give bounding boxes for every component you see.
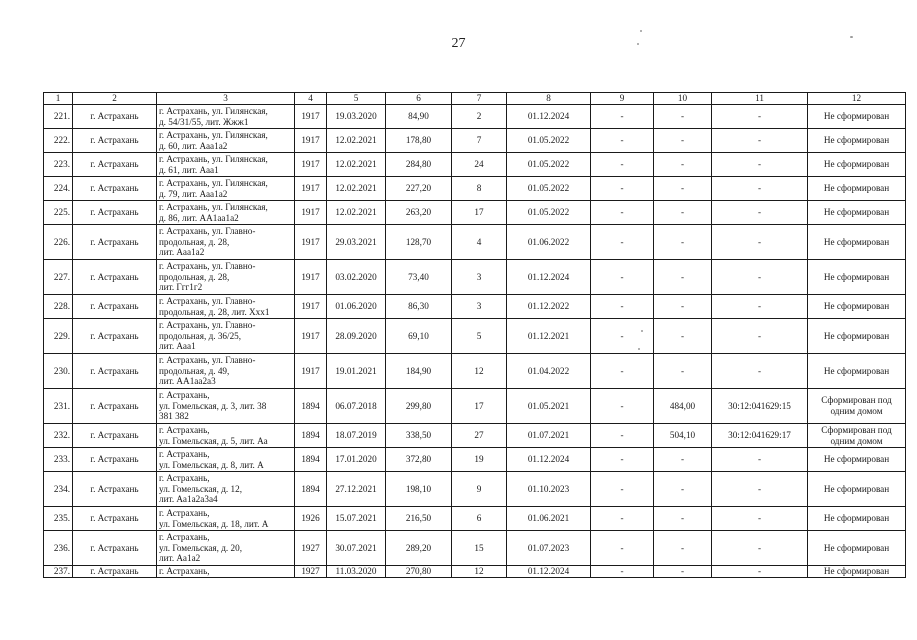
cadastral-number-cell: - (712, 153, 808, 177)
city-cell: г. Астрахань (73, 354, 157, 389)
status-cell-line: Не сформирован (823, 111, 890, 122)
cadastral-number-cell: - (712, 448, 808, 472)
count-cell: 7 (452, 129, 507, 153)
planned-date-cell: 01.12.2024 (507, 260, 591, 295)
year-cell: 1917 (295, 153, 327, 177)
year-cell: 1894 (295, 424, 327, 448)
land-area-cell: - (654, 105, 712, 129)
city-cell: г. Астрахань (73, 177, 157, 201)
land-area-cell: - (654, 472, 712, 507)
address-cell-line: лит. Аа1а2 (159, 553, 201, 564)
address-cell-line: г. Астрахань, (159, 389, 210, 400)
area-cell: 178,80 (386, 129, 452, 153)
address-cell-line: лит. Аа1а2а3а4 (159, 494, 218, 505)
table-row (44, 472, 906, 507)
register-table (43, 92, 906, 578)
land-area-cell: - (654, 295, 712, 319)
date-cell: 12.02.2021 (327, 201, 386, 225)
address-cell (157, 448, 295, 472)
year-cell: 1926 (295, 507, 327, 531)
count-cell: 12 (452, 354, 507, 389)
area-cell: 289,20 (386, 531, 452, 566)
land-area-cell: - (654, 319, 712, 354)
city-cell: г. Астрахань (73, 472, 157, 507)
area-cell: 227,20 (386, 177, 452, 201)
planned-date-cell: 01.06.2021 (507, 507, 591, 531)
status-cell-line: Не сформирован (823, 513, 890, 524)
year-cell: 1917 (295, 129, 327, 153)
address-cell-line: д. 86, лит. АА1аа1а2 (159, 212, 239, 223)
planned-date-cell: 01.12.2024 (507, 105, 591, 129)
date-cell: 01.06.2020 (327, 295, 386, 319)
status-cell-line: Не сформирован (823, 483, 890, 494)
col9-cell: - (591, 153, 654, 177)
address-cell-line: г. Астрахань, ул. Главно- (159, 260, 256, 271)
cadastral-number-cell: - (712, 566, 808, 578)
land-area-cell: 484,00 (654, 389, 712, 424)
area-cell: 184,90 (386, 354, 452, 389)
address-cell (157, 295, 295, 319)
cadastral-number-cell: 30:12:041629:17 (712, 424, 808, 448)
status-cell (808, 319, 906, 354)
row-number: 224. (44, 177, 73, 201)
year-cell: 1917 (295, 260, 327, 295)
address-cell-line: г. Астрахань, ул. Главно- (159, 225, 256, 236)
col9-cell: - (591, 566, 654, 578)
address-cell-line: г. Астрахань, ул. Гилянская, (159, 201, 268, 212)
address-cell (157, 201, 295, 225)
count-cell: 17 (452, 201, 507, 225)
address-cell-line: г. Астрахань, ул. Гилянская, (159, 177, 268, 188)
planned-date-cell: 01.07.2023 (507, 531, 591, 566)
count-cell: 2 (452, 105, 507, 129)
row-number: 235. (44, 507, 73, 531)
status-cell (808, 566, 906, 578)
column-number-12: 12 (808, 93, 906, 105)
city-cell: г. Астрахань (73, 566, 157, 578)
status-cell-line: Не сформирован (823, 301, 890, 312)
land-area-cell: - (654, 448, 712, 472)
address-cell-line: лит. АА1аа2а3 (159, 376, 216, 387)
table-row (44, 319, 906, 354)
page-number: 27 (451, 36, 466, 51)
count-cell: 19 (452, 448, 507, 472)
table-row (44, 129, 906, 153)
address-cell-line: д. 79, лит. Ааа1а2 (159, 188, 228, 199)
row-number: 231. (44, 389, 73, 424)
year-cell: 1917 (295, 177, 327, 201)
address-cell-line: лит. Ааа1 (159, 341, 196, 352)
count-cell: 6 (452, 507, 507, 531)
date-cell: 15.07.2021 (327, 507, 386, 531)
status-cell-line: одним домом (830, 435, 883, 446)
planned-date-cell: 01.05.2022 (507, 153, 591, 177)
col9-cell: - (591, 354, 654, 389)
land-area-cell: - (654, 201, 712, 225)
year-cell: 1917 (295, 319, 327, 354)
address-cell-line: ул. Гомельская, д. 8, лит. А (159, 459, 264, 470)
address-cell-line: г. Астрахань, (159, 566, 210, 577)
register-body (44, 105, 906, 578)
column-number-10: 10 (654, 93, 712, 105)
table-row (44, 153, 906, 177)
area-cell: 270,80 (386, 566, 452, 578)
area-cell: 216,50 (386, 507, 452, 531)
status-cell-line: Не сформирован (823, 159, 890, 170)
cadastral-number-cell: - (712, 177, 808, 201)
address-cell-line: 381 382 (159, 411, 189, 422)
row-number: 228. (44, 295, 73, 319)
address-cell (157, 566, 295, 578)
planned-date-cell: 01.12.2022 (507, 295, 591, 319)
col9-cell: - (591, 129, 654, 153)
year-cell: 1927 (295, 531, 327, 566)
address-cell-line: г. Астрахань, (159, 424, 210, 435)
planned-date-cell: 01.12.2021 (507, 319, 591, 354)
count-cell: 15 (452, 531, 507, 566)
column-number-9: 9 (591, 93, 654, 105)
address-cell-line: ул. Гомельская, д. 20, (159, 542, 243, 553)
planned-date-cell: 01.05.2022 (507, 129, 591, 153)
address-cell-line: лит. Ааа1а2 (159, 247, 205, 258)
row-number: 222. (44, 129, 73, 153)
address-cell (157, 354, 295, 389)
address-cell-line: г. Астрахань, (159, 507, 210, 518)
land-area-cell: - (654, 507, 712, 531)
cadastral-number-cell: - (712, 472, 808, 507)
status-cell (808, 177, 906, 201)
row-number: 223. (44, 153, 73, 177)
status-cell-line: Не сформирован (823, 271, 890, 282)
table-row (44, 225, 906, 260)
table-row (44, 201, 906, 225)
column-number-4: 4 (295, 93, 327, 105)
count-cell: 12 (452, 566, 507, 578)
scan-speck (637, 43, 639, 45)
status-cell (808, 225, 906, 260)
address-cell-line: продольная, д. 28, лит. Xxx1 (159, 306, 270, 317)
year-cell: 1917 (295, 354, 327, 389)
city-cell: г. Астрахань (73, 448, 157, 472)
address-cell (157, 105, 295, 129)
status-cell (808, 448, 906, 472)
area-cell: 128,70 (386, 225, 452, 260)
planned-date-cell: 01.05.2021 (507, 389, 591, 424)
address-cell-line: ул. Гомельская, д. 3, лит. 38 (159, 400, 267, 411)
year-cell: 1927 (295, 566, 327, 578)
land-area-cell: - (654, 531, 712, 566)
col9-cell: - (591, 424, 654, 448)
area-cell: 73,40 (386, 260, 452, 295)
count-cell: 3 (452, 295, 507, 319)
col9-cell: - (591, 177, 654, 201)
city-cell: г. Астрахань (73, 424, 157, 448)
count-cell: 27 (452, 424, 507, 448)
planned-date-cell: 01.12.2024 (507, 448, 591, 472)
status-cell (808, 260, 906, 295)
address-cell-line: продольная, д. 28, (159, 271, 230, 282)
land-area-cell: - (654, 153, 712, 177)
date-cell: 12.02.2021 (327, 177, 386, 201)
area-cell: 198,10 (386, 472, 452, 507)
address-cell (157, 129, 295, 153)
col9-cell: - (591, 105, 654, 129)
address-cell-line: продольная, д. 36/25, (159, 330, 242, 341)
address-cell-line: д. 61, лит. Ааа1 (159, 164, 219, 175)
area-cell: 338,50 (386, 424, 452, 448)
row-number: 221. (44, 105, 73, 129)
land-area-cell: - (654, 225, 712, 260)
status-cell (808, 531, 906, 566)
cadastral-number-cell: - (712, 225, 808, 260)
date-cell: 18.07.2019 (327, 424, 386, 448)
row-number: 236. (44, 531, 73, 566)
date-cell: 11.03.2020 (327, 566, 386, 578)
table-row (44, 566, 906, 578)
cadastral-number-cell: - (712, 105, 808, 129)
cadastral-number-cell: - (712, 295, 808, 319)
land-area-cell: - (654, 260, 712, 295)
address-cell-line: продольная, д. 28, (159, 236, 230, 247)
city-cell: г. Астрахань (73, 129, 157, 153)
column-number-7: 7 (452, 93, 507, 105)
row-number: 225. (44, 201, 73, 225)
date-cell: 27.12.2021 (327, 472, 386, 507)
status-cell (808, 507, 906, 531)
date-cell: 19.01.2021 (327, 354, 386, 389)
count-cell: 4 (452, 225, 507, 260)
address-cell-line: продольная, д. 49, (159, 365, 230, 376)
status-cell (808, 389, 906, 424)
col9-cell: - (591, 201, 654, 225)
col9-cell: - (591, 507, 654, 531)
city-cell: г. Астрахань (73, 105, 157, 129)
city-cell: г. Астрахань (73, 531, 157, 566)
status-cell-line: Не сформирован (823, 183, 890, 194)
table-row (44, 260, 906, 295)
address-cell-line: г. Астрахань, ул. Главно- (159, 295, 256, 306)
status-cell-line: Не сформирован (823, 330, 890, 341)
row-number: 234. (44, 472, 73, 507)
scan-speck (850, 36, 853, 38)
address-cell-line: ул. Гомельская, д. 5, лит. Аа (159, 435, 268, 446)
address-cell-line: д. 54/31/55, лит. Жжж1 (159, 116, 249, 127)
status-cell-line: Не сформирован (823, 236, 890, 247)
row-number: 230. (44, 354, 73, 389)
column-number-1: 1 (44, 93, 73, 105)
col9-cell: - (591, 389, 654, 424)
column-number-5: 5 (327, 93, 386, 105)
land-area-cell: - (654, 354, 712, 389)
planned-date-cell: 01.05.2022 (507, 177, 591, 201)
table-row (44, 531, 906, 566)
address-cell-line: д. 60, лит. Ааа1а2 (159, 140, 228, 151)
planned-date-cell: 01.07.2021 (507, 424, 591, 448)
city-cell: г. Астрахань (73, 260, 157, 295)
col9-cell: - (591, 472, 654, 507)
date-cell: 19.03.2020 (327, 105, 386, 129)
land-area-cell: - (654, 566, 712, 578)
cadastral-number-cell: - (712, 201, 808, 225)
status-cell-line: Не сформирован (823, 365, 890, 376)
table-row (44, 105, 906, 129)
address-cell (157, 260, 295, 295)
year-cell: 1894 (295, 389, 327, 424)
count-cell: 8 (452, 177, 507, 201)
status-cell-line: Не сформирован (823, 454, 890, 465)
column-number-6: 6 (386, 93, 452, 105)
address-cell-line: г. Астрахань, ул. Главно- (159, 354, 256, 365)
planned-date-cell: 01.10.2023 (507, 472, 591, 507)
column-numbers-row (44, 93, 906, 105)
city-cell: г. Астрахань (73, 201, 157, 225)
cadastral-number-cell: - (712, 129, 808, 153)
area-cell: 263,20 (386, 201, 452, 225)
col9-cell: - (591, 260, 654, 295)
city-cell: г. Астрахань (73, 507, 157, 531)
date-cell: 12.02.2021 (327, 153, 386, 177)
cadastral-number-cell: - (712, 531, 808, 566)
row-number: 237. (44, 566, 73, 578)
status-cell (808, 201, 906, 225)
date-cell: 12.02.2021 (327, 129, 386, 153)
address-cell-line: г. Астрахань, ул. Гилянская, (159, 153, 268, 164)
status-cell (808, 424, 906, 448)
row-number: 229. (44, 319, 73, 354)
cadastral-number-cell: - (712, 354, 808, 389)
address-cell-line: ул. Гомельская, д. 12, (159, 483, 243, 494)
address-cell-line: г. Астрахань, (159, 448, 210, 459)
date-cell: 03.02.2020 (327, 260, 386, 295)
address-cell (157, 507, 295, 531)
count-cell: 24 (452, 153, 507, 177)
address-cell (157, 531, 295, 566)
area-cell: 69,10 (386, 319, 452, 354)
date-cell: 30.07.2021 (327, 531, 386, 566)
address-cell (157, 153, 295, 177)
row-number: 232. (44, 424, 73, 448)
scan-speck (640, 30, 642, 32)
col9-cell: - (591, 295, 654, 319)
year-cell: 1917 (295, 225, 327, 260)
col9-cell: - (591, 531, 654, 566)
planned-date-cell: 01.04.2022 (507, 354, 591, 389)
address-cell (157, 472, 295, 507)
cadastral-number-cell: 30:12:041629:15 (712, 389, 808, 424)
table-row (44, 295, 906, 319)
count-cell: 9 (452, 472, 507, 507)
city-cell: г. Астрахань (73, 319, 157, 354)
table-row (44, 389, 906, 424)
year-cell: 1917 (295, 201, 327, 225)
table-row (44, 507, 906, 531)
planned-date-cell: 01.06.2022 (507, 225, 591, 260)
area-cell: 372,80 (386, 448, 452, 472)
count-cell: 3 (452, 260, 507, 295)
year-cell: 1917 (295, 295, 327, 319)
count-cell: 5 (452, 319, 507, 354)
col9-cell: - (591, 225, 654, 260)
address-cell (157, 319, 295, 354)
address-cell (157, 389, 295, 424)
land-area-cell: - (654, 129, 712, 153)
col9-cell: - (591, 448, 654, 472)
address-cell-line: лит. Ггг1г2 (159, 282, 203, 293)
cadastral-number-cell: - (712, 507, 808, 531)
status-cell-line: Сформирован под (821, 395, 892, 406)
column-number-2: 2 (73, 93, 157, 105)
address-cell (157, 225, 295, 260)
status-cell (808, 472, 906, 507)
table-row (44, 424, 906, 448)
status-cell (808, 129, 906, 153)
date-cell: 17.01.2020 (327, 448, 386, 472)
date-cell: 28.09.2020 (327, 319, 386, 354)
status-cell (808, 354, 906, 389)
column-number-3: 3 (157, 93, 295, 105)
status-cell (808, 295, 906, 319)
column-number-8: 8 (507, 93, 591, 105)
status-cell-line: Не сформирован (823, 207, 890, 218)
land-area-cell: 504,10 (654, 424, 712, 448)
area-cell: 299,80 (386, 389, 452, 424)
col9-cell: - (591, 319, 654, 354)
cadastral-number-cell: - (712, 260, 808, 295)
status-cell (808, 153, 906, 177)
city-cell: г. Астрахань (73, 389, 157, 424)
area-cell: 84,90 (386, 105, 452, 129)
table-row (44, 177, 906, 201)
status-cell (808, 105, 906, 129)
row-number: 233. (44, 448, 73, 472)
column-number-11: 11 (712, 93, 808, 105)
count-cell: 17 (452, 389, 507, 424)
city-cell: г. Астрахань (73, 295, 157, 319)
planned-date-cell: 01.05.2022 (507, 201, 591, 225)
city-cell: г. Астрахань (73, 153, 157, 177)
address-cell-line: ул. Гомельская, д. 18, лит. А (159, 518, 269, 529)
area-cell: 86,30 (386, 295, 452, 319)
land-area-cell: - (654, 177, 712, 201)
status-cell-line: Не сформирован (823, 135, 890, 146)
table-row (44, 354, 906, 389)
date-cell: 06.07.2018 (327, 389, 386, 424)
year-cell: 1894 (295, 472, 327, 507)
address-cell-line: г. Астрахань, ул. Главно- (159, 319, 256, 330)
status-cell-line: Сформирован под (821, 424, 892, 435)
row-number: 227. (44, 260, 73, 295)
address-cell-line: г. Астрахань, ул. Гилянская, (159, 129, 268, 140)
planned-date-cell: 01.12.2024 (507, 566, 591, 578)
area-cell: 284,80 (386, 153, 452, 177)
address-cell (157, 424, 295, 448)
year-cell: 1917 (295, 105, 327, 129)
address-cell-line: г. Астрахань, ул. Гилянская, (159, 105, 268, 116)
row-number: 226. (44, 225, 73, 260)
address-cell-line: г. Астрахань, (159, 531, 210, 542)
status-cell-line: Не сформирован (823, 542, 890, 553)
address-cell (157, 177, 295, 201)
cadastral-number-cell: - (712, 319, 808, 354)
city-cell: г. Астрахань (73, 225, 157, 260)
address-cell-line: г. Астрахань, (159, 472, 210, 483)
year-cell: 1894 (295, 448, 327, 472)
table-row (44, 448, 906, 472)
status-cell-line: Не сформирован (823, 566, 890, 577)
date-cell: 29.03.2021 (327, 225, 386, 260)
status-cell-line: одним домом (830, 406, 883, 416)
